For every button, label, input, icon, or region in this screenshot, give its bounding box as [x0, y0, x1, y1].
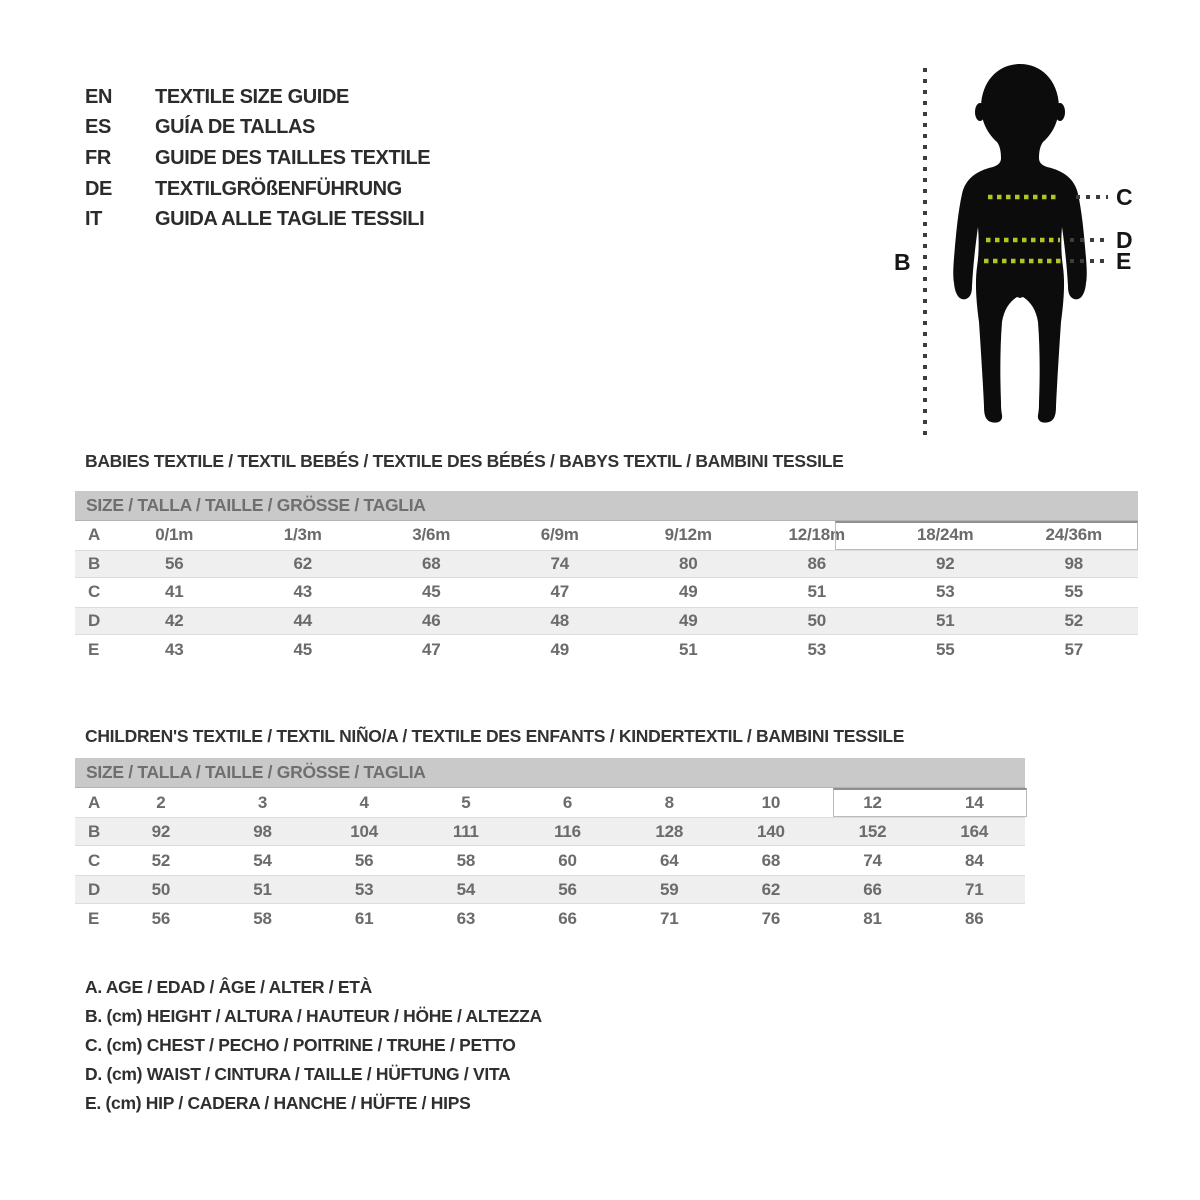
language-title: GUIDA ALLE TAGLIE TESSILI: [155, 208, 425, 231]
table-cell: 0/1m: [155, 525, 194, 545]
table-cell: 41: [164, 582, 184, 602]
language-row: [85, 143, 430, 174]
language-row: [85, 113, 430, 144]
table-cell: 44: [293, 611, 312, 631]
table-cell: 86: [964, 908, 984, 928]
child-silhouette-icon: [953, 64, 1087, 423]
label-hip-e: E: [1116, 248, 1132, 274]
table-row-chest: [75, 846, 1025, 875]
table-cell: 63: [456, 908, 476, 928]
table-cell: 80: [678, 553, 698, 573]
table-cell: 59: [659, 879, 679, 899]
table-cell: 54: [456, 879, 476, 899]
language-row: [85, 204, 430, 235]
table-cell: 71: [964, 879, 984, 899]
table-cell: 56: [151, 908, 171, 928]
table-cell: 51: [807, 582, 826, 602]
table-row-waist: [75, 607, 1138, 636]
table-cell: 9/12m: [664, 525, 712, 545]
language-code: ES: [85, 116, 111, 139]
language-title: TEXTILGRÖßENFÜHRUNG: [155, 177, 402, 200]
table-cell: 66: [558, 908, 577, 928]
table-cell: 140: [756, 821, 785, 841]
table-cell: 50: [151, 879, 171, 899]
table-cell: 53: [354, 879, 374, 899]
table-cell: 57: [1064, 639, 1083, 659]
child-measurement-figure: [880, 50, 1150, 450]
legend-line-hip: E. (cm) HIP / CADERA / HANCHE / HÜFTE / HIPS: [85, 1093, 471, 1113]
table-cell: 74: [550, 553, 569, 573]
table-row-waist: [75, 875, 1025, 904]
table-cell: 10: [761, 792, 781, 812]
language-row: [85, 174, 430, 205]
table-cell: 68: [421, 553, 441, 573]
babies-size-header-band: SIZE / TALLA / TAILLE / GRÖSSE / TAGLIA: [75, 491, 1138, 521]
table-cell: 51: [935, 611, 955, 631]
table-cell: 55: [935, 639, 955, 659]
highlighted-size-box: [833, 788, 1027, 817]
table-cell: 152: [858, 821, 887, 841]
table-cell: 18/24m: [917, 525, 974, 545]
table-cell: 6/9m: [540, 525, 579, 545]
measurement-legend: [85, 977, 542, 1122]
table-cell: 51: [253, 879, 272, 899]
table-cell: 74: [863, 850, 882, 870]
table-cell: 49: [678, 611, 698, 631]
table-cell: 116: [554, 821, 581, 841]
table-cell: 12: [863, 792, 882, 812]
table-cell: 56: [354, 850, 374, 870]
table-cell: 1/3m: [283, 525, 322, 545]
table-cell: 53: [935, 582, 955, 602]
label-waist-d: D: [1116, 227, 1133, 253]
language-title: GUÍA DE TALLAS: [155, 116, 315, 139]
table-cell: 52: [151, 850, 171, 870]
table-cell: 98: [1064, 553, 1083, 573]
table-cell: 58: [456, 850, 476, 870]
table-cell: 55: [1064, 582, 1083, 602]
table-cell: 24/36m: [1045, 525, 1102, 545]
table-cell: 43: [164, 639, 184, 659]
row-label: D: [88, 879, 101, 899]
table-cell: 3: [257, 792, 268, 812]
children-size-table: [75, 758, 1025, 933]
table-cell: 92: [935, 553, 955, 573]
table-cell: 104: [350, 821, 379, 841]
table-cell: 98: [253, 821, 272, 841]
table-cell: 49: [678, 582, 698, 602]
language-row: [85, 82, 430, 113]
row-label: C: [88, 582, 101, 602]
table-cell: 49: [550, 639, 569, 659]
table-cell: 46: [421, 611, 441, 631]
table-cell: 48: [550, 611, 569, 631]
language-code: DE: [85, 177, 112, 200]
babies-size-table: [75, 491, 1138, 664]
table-cell: 53: [807, 639, 826, 659]
table-cell: 56: [558, 879, 577, 899]
language-title-list: [85, 82, 430, 235]
row-label: E: [88, 639, 100, 659]
table-cell: 5: [461, 792, 471, 812]
table-cell: 45: [421, 582, 441, 602]
table-row-height: [75, 550, 1138, 579]
table-cell: 92: [151, 821, 171, 841]
table-cell: 60: [558, 850, 577, 870]
table-cell: 81: [863, 908, 882, 928]
table-cell: 62: [293, 553, 312, 573]
table-cell: 62: [761, 879, 781, 899]
table-cell: 64: [659, 850, 679, 870]
language-code: EN: [85, 85, 112, 108]
table-row-hip: [75, 904, 1025, 933]
table-cell: 111: [452, 821, 479, 841]
table-cell: 68: [761, 850, 781, 870]
table-cell: 76: [761, 908, 781, 928]
legend-line-waist: D. (cm) WAIST / CINTURA / TAILLE / HÜFTUNG / VITA: [85, 1064, 511, 1084]
row-label: A: [88, 525, 101, 545]
table-cell: 3/6m: [412, 525, 451, 545]
table-cell: 164: [960, 821, 989, 841]
table-cell: 54: [253, 850, 272, 870]
highlighted-size-box: [835, 521, 1138, 550]
babies-section-heading: BABIES TEXTILE / TEXTIL BEBÉS / TEXTILE DES BÉBÉS / BABYS TEXTIL / BAMBINI TESSILE: [85, 451, 844, 471]
table-cell: 128: [655, 821, 684, 841]
table-cell: 6: [562, 792, 573, 812]
table-row-chest: [75, 578, 1138, 607]
table-cell: 45: [293, 639, 312, 659]
table-cell: 42: [164, 611, 184, 631]
children-section-heading: CHILDREN'S TEXTILE / TEXTIL NIÑO/A / TEXTILE DES ENFANTS / KINDERTEXTIL / BAMBINI TESSILE: [85, 726, 905, 746]
table-cell: 43: [293, 582, 312, 602]
language-code: IT: [85, 208, 102, 231]
legend-line-height: B. (cm) HEIGHT / ALTURA / HAUTEUR / HÖHE / ALTEZZA: [85, 1006, 542, 1026]
language-code: FR: [85, 146, 111, 169]
table-cell: 12/18m: [788, 525, 845, 545]
table-cell: 71: [659, 908, 679, 928]
row-label: B: [88, 821, 101, 841]
language-title: TEXTILE SIZE GUIDE: [155, 85, 349, 108]
table-row-hip: [75, 635, 1138, 664]
row-label: E: [88, 908, 100, 928]
language-title: GUIDE DES TAILLES TEXTILE: [155, 146, 431, 169]
table-cell: 51: [678, 639, 698, 659]
table-cell: 84: [964, 850, 984, 870]
table-cell: 8: [664, 792, 674, 812]
children-size-header-band: SIZE / TALLA / TAILLE / GRÖSSE / TAGLIA: [75, 758, 1025, 788]
table-cell: 56: [164, 553, 184, 573]
table-cell: 61: [354, 908, 374, 928]
table-row-height: [75, 817, 1025, 846]
legend-line-chest: C. (cm) CHEST / PECHO / POITRINE / TRUHE / PETTO: [85, 1035, 516, 1055]
row-label: C: [88, 850, 101, 870]
table-cell: 58: [253, 908, 272, 928]
table-cell: 47: [550, 582, 569, 602]
table-cell: 14: [964, 792, 984, 812]
table-cell: 50: [807, 611, 826, 631]
table-cell: 86: [807, 553, 826, 573]
table-cell: 4: [359, 792, 369, 812]
table-cell: 2: [156, 792, 166, 812]
table-cell: 52: [1064, 611, 1083, 631]
label-height-b: B: [894, 249, 911, 275]
row-label: D: [88, 611, 101, 631]
table-cell: 66: [863, 879, 882, 899]
table-cell: 47: [421, 639, 441, 659]
row-label: B: [88, 553, 101, 573]
label-chest-c: C: [1116, 184, 1133, 210]
legend-line-age: A. AGE / EDAD / ÂGE / ALTER / ETÀ: [85, 977, 372, 997]
row-label: A: [88, 792, 101, 812]
